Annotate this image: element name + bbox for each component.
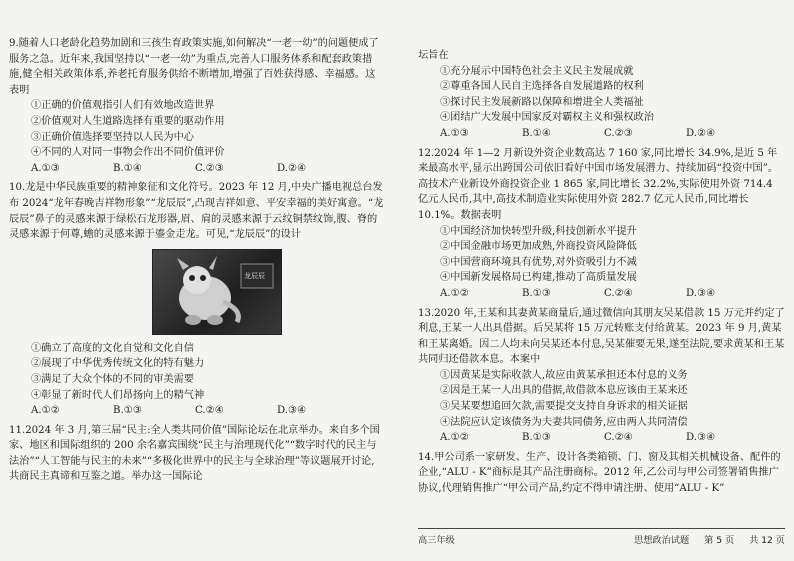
question-14-stem: 14.甲公司系一家研发、生产、设计各类箱锁、门、窗及其相关机械设备、配件的企业,“ALU - K”商标是其产品注册商标。2012 年,乙公司与甲公司签署销售推广协议,代理销售推广“甲公司产品,约定不得申请注册、使用“ALU - K” xyxy=(418,451,781,495)
right-column xyxy=(418,48,785,497)
choice-a: A.①② xyxy=(440,432,469,444)
question-11-continuation: 坛旨在 xyxy=(418,50,449,61)
question-10-option-1: ①确立了高度的文化自觉和文化自信 xyxy=(31,342,194,354)
question-11-continued xyxy=(418,48,785,142)
question-12-choices xyxy=(418,286,785,302)
question-12-option-1: ①中国经济加快转型升级,科技创新水平提升 xyxy=(440,225,637,237)
choice-d: D.②④ xyxy=(686,127,716,139)
question-13-option-3: ③吴某要想追回欠款,需要提交支持自身诉求的相关证据 xyxy=(440,401,688,413)
footer-page: 第 5 页 xyxy=(704,535,735,546)
question-9-option-1: ①正确的价值观指引人们有效地改造世界 xyxy=(31,100,215,112)
choice-b: B.①④ xyxy=(522,127,551,139)
choice-a: A.①③ xyxy=(440,127,469,139)
choice-d: D.③④ xyxy=(277,405,307,417)
footer-grade: 高三年级 xyxy=(418,535,455,546)
question-11-option-4: ④团结广大发展中国家反对霸权主义和强权政治 xyxy=(440,112,654,124)
choice-c: C.②③ xyxy=(604,127,633,139)
choice-c: C.②④ xyxy=(604,287,633,299)
question-11-option-1: ①充分展示中国特色社会主义民主发展成就 xyxy=(440,65,634,77)
choice-d: D.③④ xyxy=(686,432,716,444)
question-9-option-3: ③正确价值选择要坚持以人民为中心 xyxy=(31,131,194,143)
question-10-option-3: ③满足了大众个体的不同的审美需要 xyxy=(31,373,194,385)
footer-right xyxy=(622,532,785,546)
question-11-option-3: ③探讨民主发展新路以保障和增进全人类福祉 xyxy=(440,96,644,108)
choice-b: B.①③ xyxy=(113,405,142,417)
choice-d: D.③④ xyxy=(686,287,716,299)
choice-d: D.②④ xyxy=(277,162,307,174)
choice-b: B.①④ xyxy=(113,162,142,174)
question-10-choices xyxy=(9,403,384,419)
footer-subject: 思想政治试题 xyxy=(634,535,690,546)
footer-total: 共 12 页 xyxy=(749,535,785,546)
question-10-option-2: ②展现了中华优秀传统文化的特有魅力 xyxy=(31,358,205,370)
question-13-choices xyxy=(418,430,785,446)
question-10-option-4: ④彰显了新时代人们昂扬向上的精气神 xyxy=(31,389,205,401)
dragon-illustration xyxy=(153,250,281,334)
question-12-option-4: ④中国新发展格局已构建,推动了高质量发展 xyxy=(440,272,637,284)
choice-a: A.①② xyxy=(440,287,469,299)
question-10 xyxy=(9,180,384,418)
mascot-label: 龙辰辰 xyxy=(244,271,265,280)
choice-c: C.②④ xyxy=(195,405,224,417)
question-11-choices xyxy=(418,126,785,142)
choice-b: B.①③ xyxy=(522,432,551,444)
question-10-stem: 10.龙是中华民族重要的精神象征和文化符号。2023 年 12 月,中央广播电视总台发布 2024“龙年春晚吉祥物形象”“龙辰辰”,凸现吉祥如意、平安幸福的美好寓意。“龙辰辰”鼻子的灵感来源于绿松石龙形器,眉、肩的灵感来源于云纹铜禁纹饰,腹、脊的灵感来源于何尊,蟾的灵感来源于鎏金走龙。可见,“龙辰辰”的设计 xyxy=(9,182,384,241)
choice-c: C.②④ xyxy=(604,432,633,444)
question-11 xyxy=(9,423,384,485)
question-13 xyxy=(418,306,785,446)
question-13-option-2: ②因是王某一人出具的借据,故借款本息应该由王某来还 xyxy=(440,385,688,397)
choice-c: C.②③ xyxy=(195,162,224,174)
question-11-stem: 11.2024 年 3 月,第三届“民主:全人类共同价值”国际论坛在北京举办。来自多个国家、地区和国际组织的 200 余名嘉宾围绕“民主与治理现代化”“数字时代的民主与法治”“人工智能与民主的未来”“多极化世界中的民主与全球治理”等议题展开讨论,共商民主真谛和互鉴之道。举办这一国际论 xyxy=(9,424,380,483)
choice-a: A.①③ xyxy=(31,162,60,174)
question-9 xyxy=(9,36,384,176)
question-9-option-2: ②价值观对人生道路选择有重要的驱动作用 xyxy=(31,115,225,127)
left-column xyxy=(9,36,384,485)
question-12-stem: 12.2024 年 1—2 月新设外资企业数高达 7 160 家,同比增长 34.9%,是近 5 年来最高水平,显示出跨国公司依旧看好中国市场发展潜力、持续加码“投资中国”。高技术产业新设外商投资企业 1 865 家,同比增长 32.2%,实际使用外资 714.4 亿元人民币,其中,高技术制造业实际使用外资 282.7 亿元人民币,同比增长 10.1%。数据表明 xyxy=(418,147,779,221)
question-12-option-3: ③中国营商环境具有优势,对外资吸引力不减 xyxy=(440,256,637,268)
question-13-stem: 13.2020 年,王某和其妻黄某商量后,通过微信向其朋友吴某借款 15 万元并约定了利息,王某一人出具借据。后吴某将 15 万元转账支付给黄某。2023 年 9 月,黄某和王某离婚。因二人均未向吴某还本付息,吴某催要无果,遂至法院,要求黄某和王某共同归还借款本息。本案中 xyxy=(418,307,785,366)
question-14 xyxy=(418,450,785,497)
question-11-option-2: ②尊重各国人民自主选择各自发展道路的权利 xyxy=(440,81,644,93)
question-13-option-4: ④法院应认定该债务为夫妻共同债务,应由两人共同清偿 xyxy=(440,416,688,428)
question-12-option-2: ②中国金融市场更加成熟,外商投资风险降低 xyxy=(440,241,637,253)
question-9-choices xyxy=(9,161,384,177)
choice-b: B.①③ xyxy=(522,287,551,299)
page-footer xyxy=(418,528,785,546)
choice-a: A.①② xyxy=(31,405,60,417)
question-9-option-4: ④不同的人对同一事物会作出不同价值评价 xyxy=(31,147,225,159)
question-12 xyxy=(418,146,785,302)
mascot-image xyxy=(152,249,282,335)
question-9-stem: 9.随着人口老龄化趋势加剧和三孩生育政策实施,如何解决“一老一幼”的问题便成了服务之急。近年来,我国坚持以“一老一幼”为重点,完善人口服务体系和配套政策措施,健全相关政策体系,养老托育服务供给不断增加,增强了百姓获得感、幸福感。这表明 xyxy=(9,38,379,96)
question-13-option-1: ①因黄某是实际收款人,故应由黄某承担还本付息的义务 xyxy=(440,369,688,381)
